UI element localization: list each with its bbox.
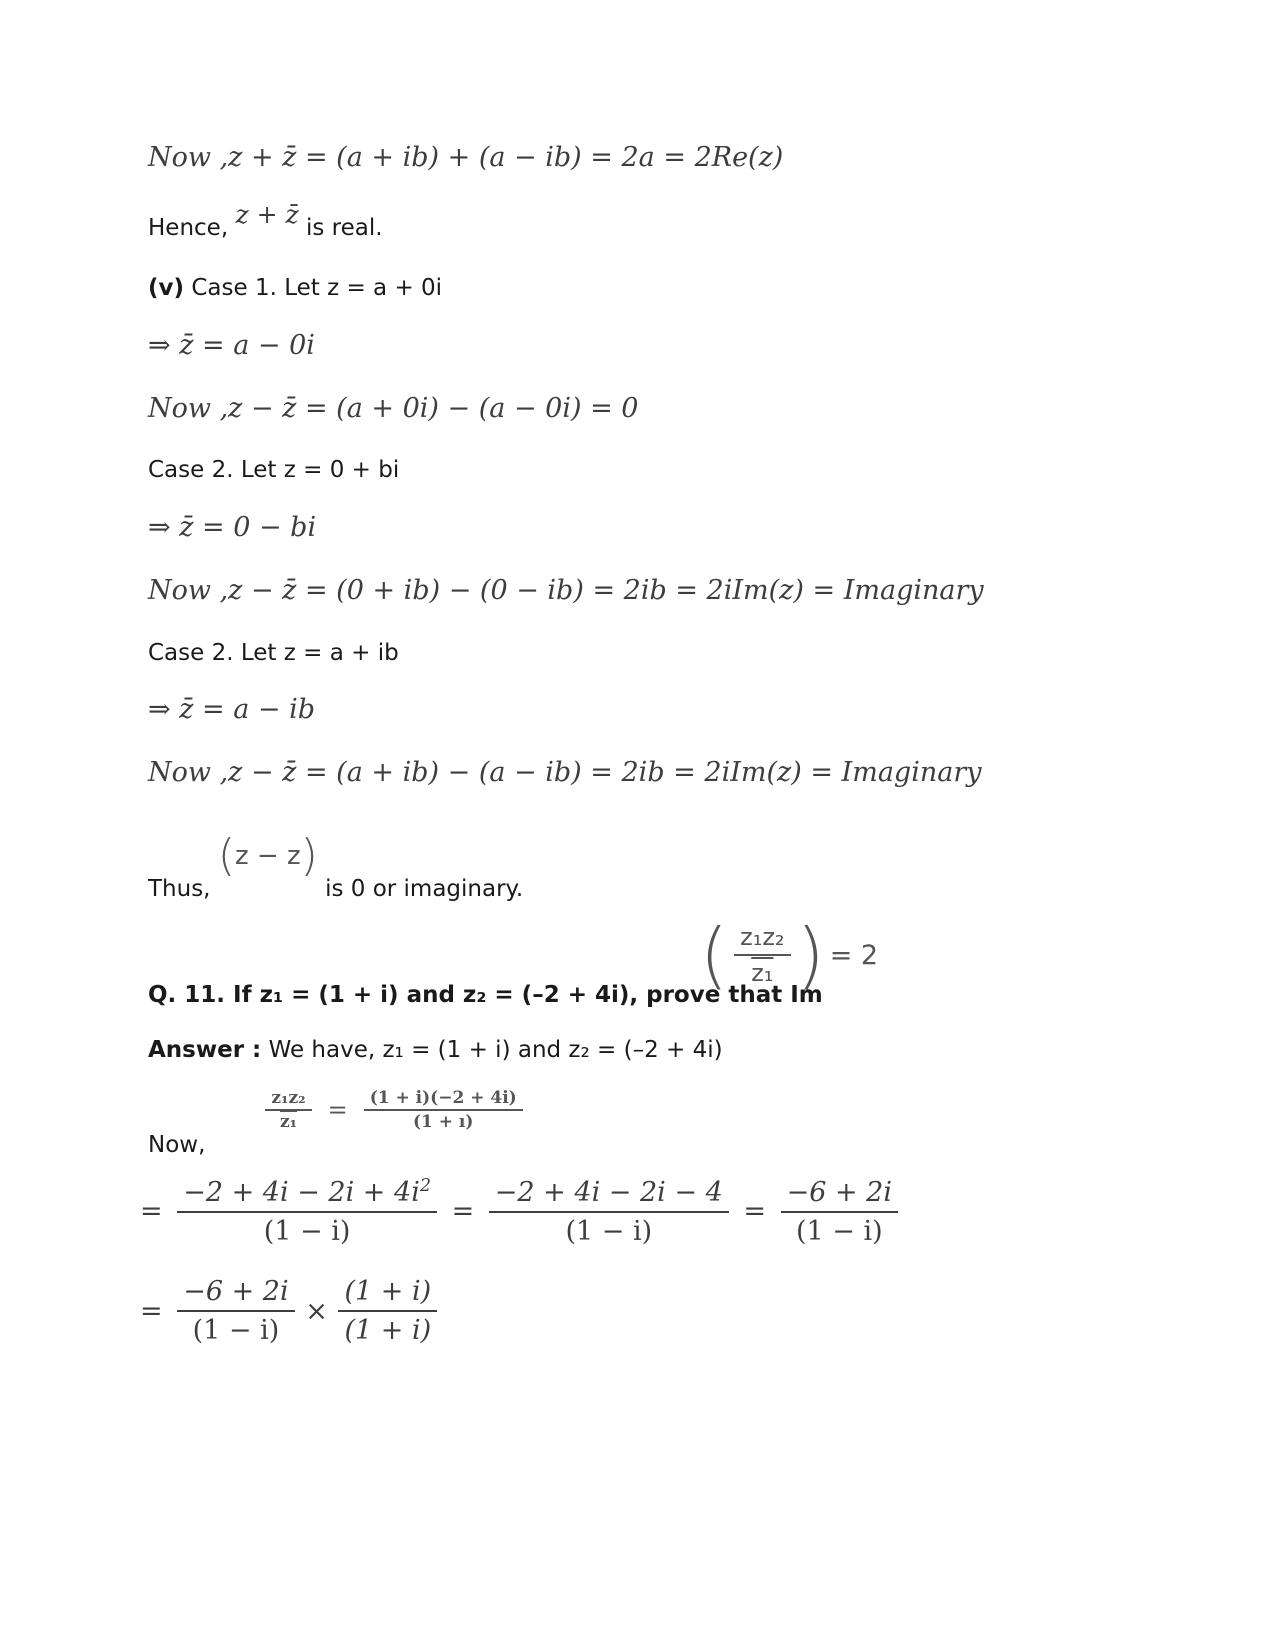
- now-rhs-den: (1 + ı): [412, 1112, 474, 1132]
- hence-label: Hence,: [148, 215, 229, 241]
- now-lhs-den: z₁: [279, 1112, 298, 1132]
- step1-line: [140, 1176, 904, 1247]
- now-label: Now,: [148, 1131, 206, 1158]
- eq-z-minus-zbar-case1: Now ,z − z̄ = (a + 0i) − (a − 0i) = 0: [148, 393, 639, 424]
- thus-line: Thus, (z − z) is 0 or imaginary.: [148, 830, 524, 902]
- step1-f2-num: −2 + 4i − 2i − 4: [489, 1177, 729, 1213]
- eq-zbar-a-ib: ⇒ z̄ = a − ib: [148, 694, 316, 725]
- step1-equals-3: =: [743, 1196, 766, 1227]
- eq-zbar-a-0i: ⇒ z̄ = a − 0i: [148, 330, 315, 361]
- eq-z-plus-conjugate: Now ,z + z̄ = (a + ib) + (a − ib) = 2a = 2Re(z): [148, 142, 784, 173]
- part-v-label: (v): [148, 275, 185, 301]
- answer-line: [148, 1037, 723, 1063]
- step2-equals: =: [140, 1295, 163, 1327]
- step1-f1-sup: 2: [419, 1176, 431, 1196]
- step1-f3-num: −6 + 2i: [781, 1177, 898, 1213]
- case3-line: Case 2. Let z = a + ib: [148, 640, 399, 666]
- question-11-text: Q. 11. If z₁ = (1 + i) and z₂ = (–2 + 4i), prove that Im: [148, 982, 823, 1008]
- answer-label: Answer :: [148, 1037, 262, 1063]
- step1-equals-1: =: [140, 1196, 163, 1227]
- case1-line: [148, 275, 442, 301]
- question-11-expression: ( $\frac{\text{z₁z₂}}{\text{z₁}}$ ) = 2: [700, 913, 879, 997]
- eq-z-minus-zbar-case3: Now ,z − z̄ = (a + ib) − (a − ib) = 2ib = 2iIm(z) = Imaginary: [148, 757, 982, 788]
- now-fraction-line: [148, 1088, 529, 1158]
- step1-f2-den: (1 − i): [565, 1215, 653, 1247]
- is-real-text: is real.: [305, 215, 383, 241]
- step2-f2-den: (1 + i): [344, 1315, 432, 1346]
- q11-frac-den: z₁: [751, 959, 774, 987]
- step1-f1-den: (1 − i): [263, 1216, 351, 1247]
- hence-real-line: [148, 200, 383, 241]
- step2-f2-num: (1 + i): [338, 1276, 437, 1312]
- case1-text: Case 1. Let z = a + 0i: [191, 275, 443, 301]
- case2-line: Case 2. Let z = 0 + bi: [148, 457, 400, 483]
- q11-rhs: = 2: [829, 939, 879, 971]
- step2-f1-den: (1 − i): [192, 1315, 280, 1346]
- thus-label: Thus,: [148, 876, 211, 902]
- now-rhs-num: (1 + i)(−2 + 4i): [364, 1088, 523, 1111]
- step1-f1-num: −2 + 4i − 2i + 4i: [183, 1177, 420, 1208]
- z-plus-zbar-expr: z + z̄: [235, 200, 299, 229]
- q11-frac-num: z₁z₂: [734, 923, 790, 956]
- step2-times: ×: [305, 1295, 328, 1327]
- step1-equals-2: =: [451, 1196, 475, 1227]
- step2-f1-num: −6 + 2i: [177, 1276, 294, 1312]
- eq-zbar-0-bi: ⇒ z̄ = 0 − bi: [148, 512, 317, 543]
- eq-z-minus-zbar-case2: Now ,z − z̄ = (0 + ib) − (0 − ib) = 2ib = 2iIm(z) = Imaginary: [148, 575, 984, 606]
- z-minus-zbar-expr: z − z: [234, 841, 301, 871]
- step1-f3-den: (1 − i): [795, 1215, 883, 1247]
- now-equals: =: [327, 1096, 348, 1124]
- is-zero-or-imaginary-text: is 0 or imaginary.: [325, 876, 524, 902]
- step2-line: [140, 1276, 443, 1346]
- now-lhs-num: z₁z₂: [265, 1088, 311, 1111]
- answer-text: We have, z₁ = (1 + i) and z₂ = (–2 + 4i): [268, 1037, 723, 1063]
